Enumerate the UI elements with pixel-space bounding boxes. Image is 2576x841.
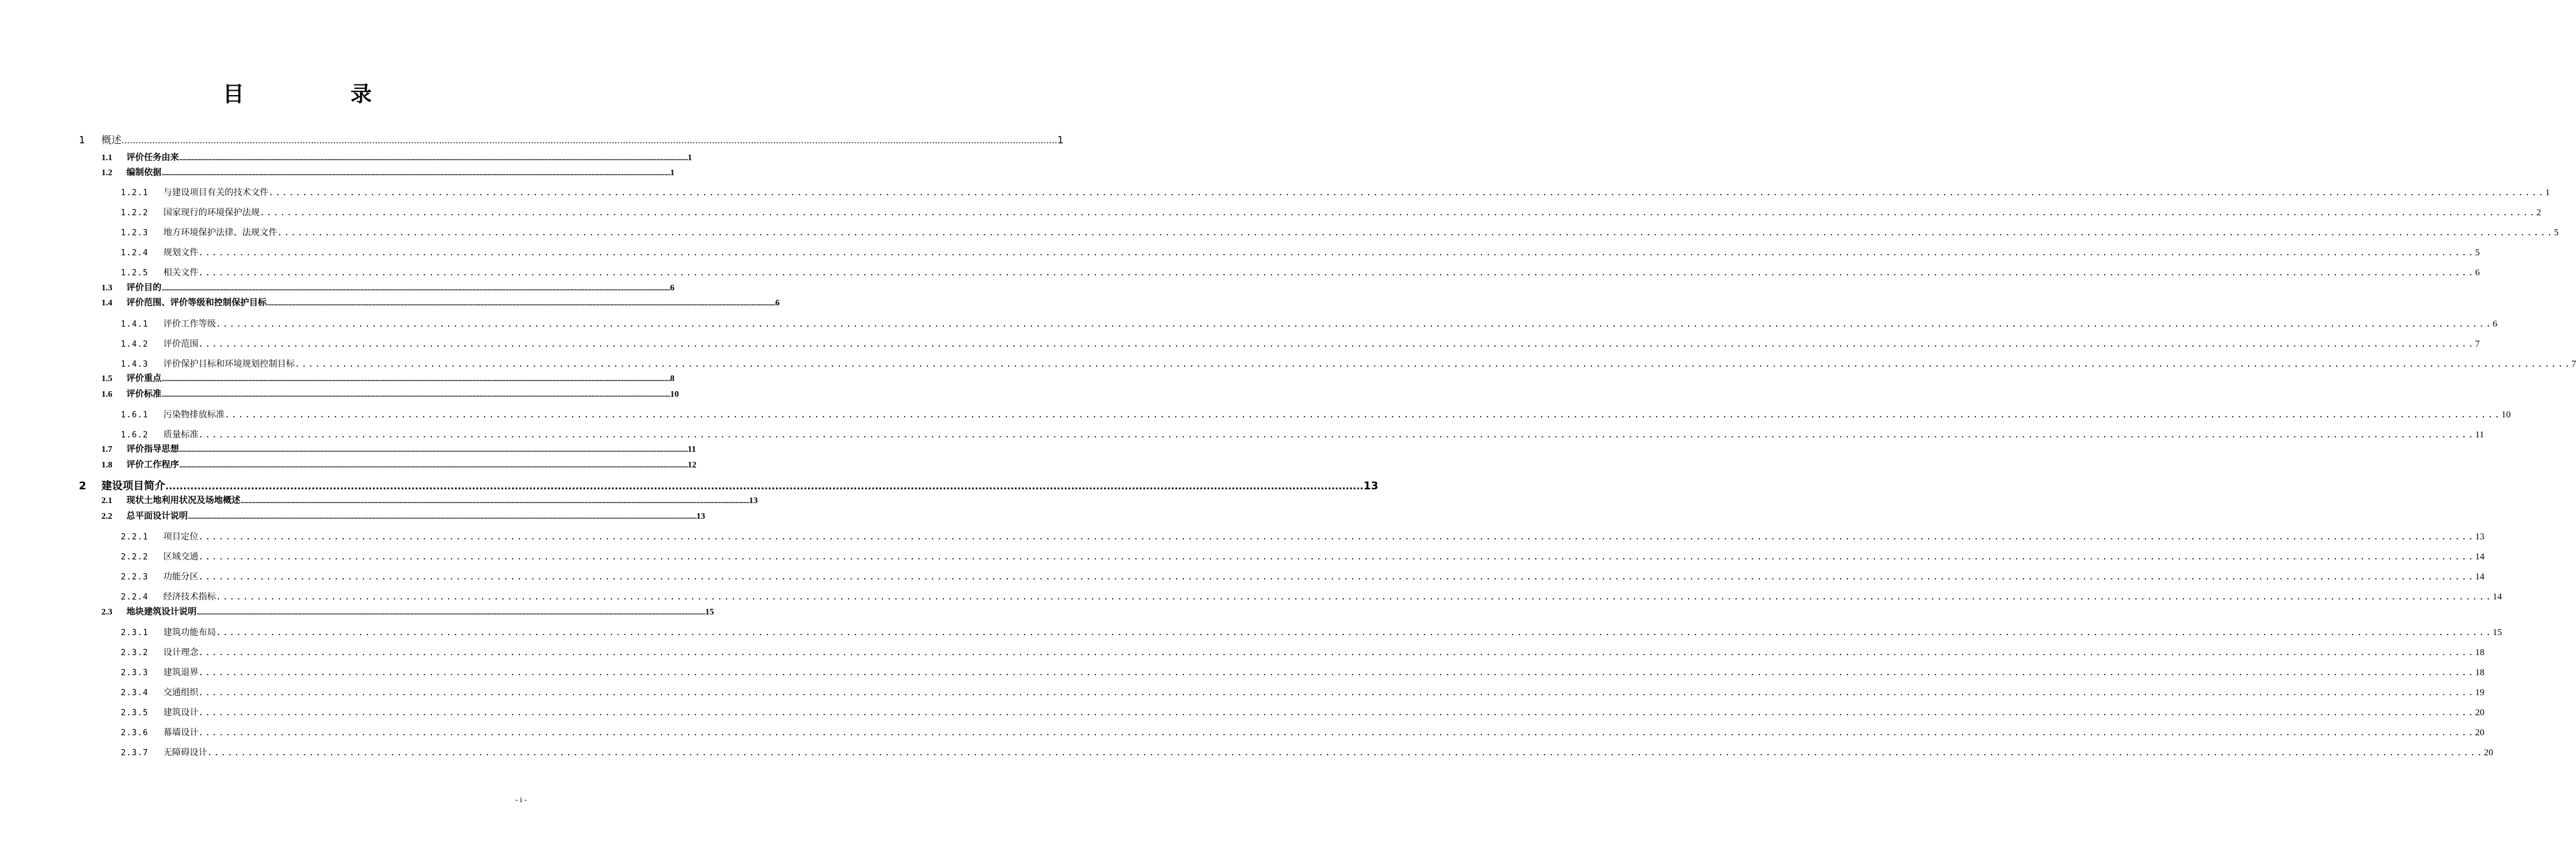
toc-leader-dots: ................................................................................................................................................................................................................................................................................................................................................ [198, 688, 2475, 698]
toc-entry-page: 18 [2475, 648, 2485, 658]
toc-entry-number: 1.2.4 [121, 248, 149, 258]
toc-entry[interactable] [121, 550, 2485, 563]
toc-entry-title: 现状土地利用状况及场地概述 [126, 496, 240, 506]
toc-entry[interactable] [121, 246, 2480, 258]
toc-entry-title: 评价范围、评价等级和控制保护目标 [126, 298, 267, 308]
toc-entry-number: 1.2.3 [121, 228, 149, 238]
toc-entry[interactable] [121, 226, 2559, 238]
toc-entry-title: 评价重点 [126, 374, 161, 384]
toc-entry-page: 10 [2501, 410, 2511, 420]
toc-entry-page: 6 [670, 283, 675, 293]
toc-entry-number: 1.6.1 [121, 410, 149, 420]
toc-entry-title: 建设项目简介 [101, 480, 165, 492]
toc-entry-number: 1.1 [101, 153, 113, 163]
toc-entry-page: 1 [687, 153, 692, 163]
toc-entry-title: 概述 [101, 134, 122, 146]
toc-entry-title: 编制依据 [126, 168, 161, 178]
toc-entry-page: 13 [749, 496, 758, 506]
toc-entry-page: 14 [2475, 572, 2485, 582]
toc-entry-number: 2.3.7 [121, 748, 149, 758]
toc-entry-number: 1.2.2 [121, 208, 149, 218]
toc-entry[interactable] [121, 686, 2485, 698]
toc-entry[interactable] [121, 626, 2502, 638]
toc-entry-page: 14 [2475, 552, 2485, 562]
toc-leader-dots: ................................................................................................................................................................................................................................................................................................................................................ [197, 610, 705, 616]
toc-entry-title: 设计理念 [163, 648, 198, 658]
toc-leader-dots: ................................................................................................................................................................................................................................................................................................................................................ [161, 392, 670, 399]
toc-entry[interactable] [121, 428, 2485, 441]
toc-leader-dots: ................................................................................................................................................................................................................................................................................................................................................ [161, 171, 670, 177]
toc-leader-dots: ................................................................................................................................................................................................................................................................................................................................................ [198, 553, 2475, 562]
toc-leader-dots: ................................................................................................................................................................................................................................................................................................................................................ [179, 463, 688, 469]
toc-entry-page: 13 [1363, 480, 1379, 492]
toc-leader-dots: ................................................................................................................................................................................................................................................................................................................................................ [198, 668, 2475, 678]
toc-entry[interactable] [101, 372, 675, 384]
toc-entry[interactable] [101, 458, 697, 471]
toc-entry-number: 2.2.1 [121, 533, 149, 542]
toc-entry-title: 幕墙设计 [163, 728, 198, 738]
toc-entry-number: 1.8 [101, 461, 113, 470]
toc-leader-dots: ................................................................................................................................................................................................................................................................................................................................................ [179, 156, 688, 162]
toc-entry[interactable] [101, 166, 675, 178]
toc-entry-title: 评价范围 [163, 339, 198, 349]
toc-leader-dots: ................................................................................................................................................................................................................................................................................................................................................ [121, 136, 1058, 146]
toc-entry-page: 6 [775, 298, 780, 308]
toc-entry-page: 1 [670, 168, 675, 178]
toc-entry-page: 6 [2475, 268, 2480, 278]
toc-entry-page: 20 [2483, 748, 2493, 758]
toc-entry-number: 2.3.1 [121, 628, 149, 638]
toc-entry-page: 20 [2475, 708, 2485, 718]
toc-entry-page: 11 [687, 445, 696, 454]
toc-entry-number: 2.3.4 [121, 688, 149, 698]
toc-entry-title: 评价保护目标和环境规划控制目标 [163, 359, 295, 369]
toc-entry-title: 交通组织 [163, 688, 198, 698]
toc-entry-page: 1 [2545, 188, 2550, 198]
toc-entry-number: 2.3.6 [121, 728, 149, 738]
toc-entry[interactable] [101, 442, 696, 455]
toc-leader-dots: ................................................................................................................................................................................................................................................................................................................................................ [198, 431, 2475, 440]
toc-entry[interactable] [101, 494, 758, 506]
toc-entry-page: 13 [2475, 532, 2485, 542]
toc-entry-number: 2.3.2 [121, 648, 149, 658]
toc-entry-page: 6 [2492, 319, 2498, 329]
toc-entry[interactable] [101, 281, 675, 293]
toc-entry[interactable] [101, 151, 692, 163]
toc-entry-number: 1 [79, 134, 86, 146]
toc-leader-dots: ................................................................................................................................................................................................................................................................................................................................................ [216, 320, 2493, 329]
toc-entry[interactable] [121, 317, 2498, 330]
toc-leader-dots: ................................................................................................................................................................................................................................................................................................................................................ [260, 208, 2537, 218]
toc-leader-dots: ................................................................................................................................................................................................................................................................................................................................................ [225, 410, 2502, 420]
toc-entry[interactable] [121, 530, 2485, 543]
toc-entry-page: 19 [2475, 688, 2485, 698]
toc-entry-title: 区域交通 [163, 552, 198, 562]
page-number: - i - [515, 795, 527, 804]
toc-entry[interactable] [101, 296, 780, 308]
toc-entry-number: 2.3.3 [121, 668, 149, 678]
toc-entry-number: 1.6.2 [121, 431, 149, 440]
toc-entry[interactable] [121, 408, 2511, 421]
toc-entry-page: 12 [687, 461, 697, 470]
toc-entry-number: 1.5 [101, 374, 113, 384]
toc-entry-title: 地块建筑设计说明 [126, 607, 197, 617]
toc-entry-title: 建筑功能布局 [163, 628, 216, 638]
toc-leader-dots: ................................................................................................................................................................................................................................................................................................................................................ [198, 573, 2475, 582]
toc-entry-number: 2.2.2 [121, 553, 149, 562]
toc-entry-title: 质量标准 [163, 430, 198, 440]
toc-leader-dots: ................................................................................................................................................................................................................................................................................................................................................ [207, 748, 2484, 758]
toc-entry-title: 总平面设计说明 [126, 511, 188, 521]
toc-leader-dots: ................................................................................................................................................................................................................................................................................................................................................ [267, 301, 775, 307]
toc-leader-dots: ................................................................................................................................................................................................................................................................................................................................................ [268, 188, 2545, 198]
toc-entry-number: 2.2 [101, 512, 113, 521]
toc-entry[interactable] [101, 509, 705, 522]
toc-entry-page: 8 [670, 374, 675, 384]
toc-entry-page: 7 [2571, 359, 2576, 369]
toc-entry-page: 1 [1057, 134, 1064, 146]
page-title: 目 录 [223, 82, 414, 107]
toc-entry-page: 15 [2492, 628, 2502, 638]
toc-entry-number: 2.1 [101, 496, 113, 506]
toc-leader-dots: ................................................................................................................................................................................................................................................................................................................................................ [198, 648, 2475, 658]
toc-entry[interactable] [101, 387, 679, 400]
toc-entry-page: 18 [2475, 668, 2485, 678]
toc-leader-dots: ................................................................................................................................................................................................................................................................................................................................................ [165, 481, 1364, 492]
toc-entry[interactable] [121, 266, 2480, 278]
toc-entry-page: 10 [670, 390, 679, 399]
toc-entry-page: 20 [2475, 728, 2485, 738]
toc-leader-dots: ................................................................................................................................................................................................................................................................................................................................................ [188, 514, 697, 521]
toc-leader-dots: ................................................................................................................................................................................................................................................................................................................................................ [161, 286, 670, 292]
toc-entry-title: 污染物排放标准 [163, 410, 225, 420]
toc-entry-title: 与建设项目有关的技术文件 [163, 188, 268, 198]
toc-entry-number: 2 [79, 480, 86, 492]
toc-entry-title: 建筑退界 [163, 668, 198, 678]
toc-leader-dots: ................................................................................................................................................................................................................................................................................................................................................ [277, 228, 2554, 238]
toc-leader-dots: ................................................................................................................................................................................................................................................................................................................................................ [216, 628, 2493, 638]
toc-entry-page: 2 [2536, 208, 2542, 218]
toc-entry-page: 5 [2475, 248, 2480, 258]
toc-entry[interactable] [79, 132, 1064, 146]
toc-entry[interactable] [121, 726, 2485, 738]
toc-leader-dots: ................................................................................................................................................................................................................................................................................................................................................ [161, 377, 670, 383]
toc-leader-dots: ................................................................................................................................................................................................................................................................................................................................................ [198, 533, 2475, 542]
toc-entry-title: 规划文件 [163, 248, 198, 258]
toc-entry-page: 13 [696, 512, 705, 521]
toc-entry-title: 相关文件 [163, 268, 198, 278]
toc-entry[interactable] [121, 206, 2542, 218]
toc-entry-number: 1.4.3 [121, 360, 149, 369]
toc-entry-title: 评价标准 [126, 389, 161, 399]
toc-entry-number: 1.2.5 [121, 268, 149, 278]
toc-entry-page: 14 [2492, 592, 2502, 602]
toc-entry-number: 1.6 [101, 390, 113, 399]
toc-entry[interactable] [101, 605, 714, 618]
toc-entry[interactable] [121, 186, 2550, 198]
toc-leader-dots: ................................................................................................................................................................................................................................................................................................................................................ [179, 447, 688, 454]
toc-entry-number: 1.4.1 [121, 320, 149, 329]
toc-leader-dots: ................................................................................................................................................................................................................................................................................................................................................ [198, 728, 2475, 738]
toc-entry-number: 2.3.5 [121, 708, 149, 718]
toc-entry-number: 1.7 [101, 445, 113, 454]
toc-entry-number: 1.4.2 [121, 340, 149, 349]
toc-entry-title: 功能分区 [163, 572, 198, 582]
toc-entry-title: 无障碍设计 [163, 748, 207, 758]
toc-entry-title: 评价目的 [126, 283, 161, 293]
toc-leader-dots: ................................................................................................................................................................................................................................................................................................................................................ [198, 340, 2475, 349]
toc-entry-title: 评价任务由来 [126, 153, 179, 163]
toc-leader-dots: ................................................................................................................................................................................................................................................................................................................................................ [198, 248, 2475, 258]
toc-entry-number: 1.3 [101, 283, 113, 293]
toc-entry-page: 15 [705, 608, 714, 617]
toc-leader-dots: ................................................................................................................................................................................................................................................................................................................................................ [216, 593, 2493, 602]
toc-entry-title: 项目定位 [163, 532, 198, 542]
toc-entry[interactable] [121, 590, 2502, 603]
toc-entry-number: 1.2 [101, 168, 113, 178]
toc-entry[interactable] [121, 337, 2480, 350]
toc-entry[interactable] [121, 706, 2485, 718]
toc-leader-dots: ................................................................................................................................................................................................................................................................................................................................................ [198, 268, 2475, 278]
toc-leader-dots: ................................................................................................................................................................................................................................................................................................................................................ [295, 360, 2572, 369]
toc-entry-number: 1.2.1 [121, 188, 149, 198]
toc-leader-dots: ................................................................................................................................................................................................................................................................................................................................................ [240, 499, 749, 505]
toc-entry[interactable] [79, 477, 1379, 492]
toc-entry-title: 评价工作等级 [163, 319, 216, 329]
toc-entry-page: 11 [2475, 430, 2485, 440]
toc-entry-page: 5 [2553, 228, 2559, 238]
toc-entry-number: 2.3 [101, 608, 113, 617]
toc-entry-title: 经济技术指标 [163, 592, 216, 602]
toc-entry-title: 地方环境保护法律、法规文件 [163, 228, 277, 238]
toc-entry[interactable] [121, 746, 2493, 758]
toc-entry-page: 7 [2475, 339, 2480, 349]
toc-entry-number: 2.2.4 [121, 593, 149, 602]
toc-leader-dots: ................................................................................................................................................................................................................................................................................................................................................ [198, 708, 2475, 718]
toc-entry[interactable] [121, 570, 2485, 583]
toc-entry-title: 国家现行的环境保护法规 [163, 208, 260, 218]
toc-entry-number: 1.4 [101, 298, 113, 308]
toc-entry-number: 2.2.3 [121, 573, 149, 582]
toc-entry[interactable] [121, 357, 2576, 370]
toc-entry-title: 评价指导思想 [126, 444, 179, 454]
toc-entry[interactable] [121, 666, 2485, 678]
toc-entry-title: 建筑设计 [163, 708, 198, 718]
toc-entry-title: 评价工作程序 [126, 460, 179, 470]
toc-entry[interactable] [121, 646, 2485, 658]
